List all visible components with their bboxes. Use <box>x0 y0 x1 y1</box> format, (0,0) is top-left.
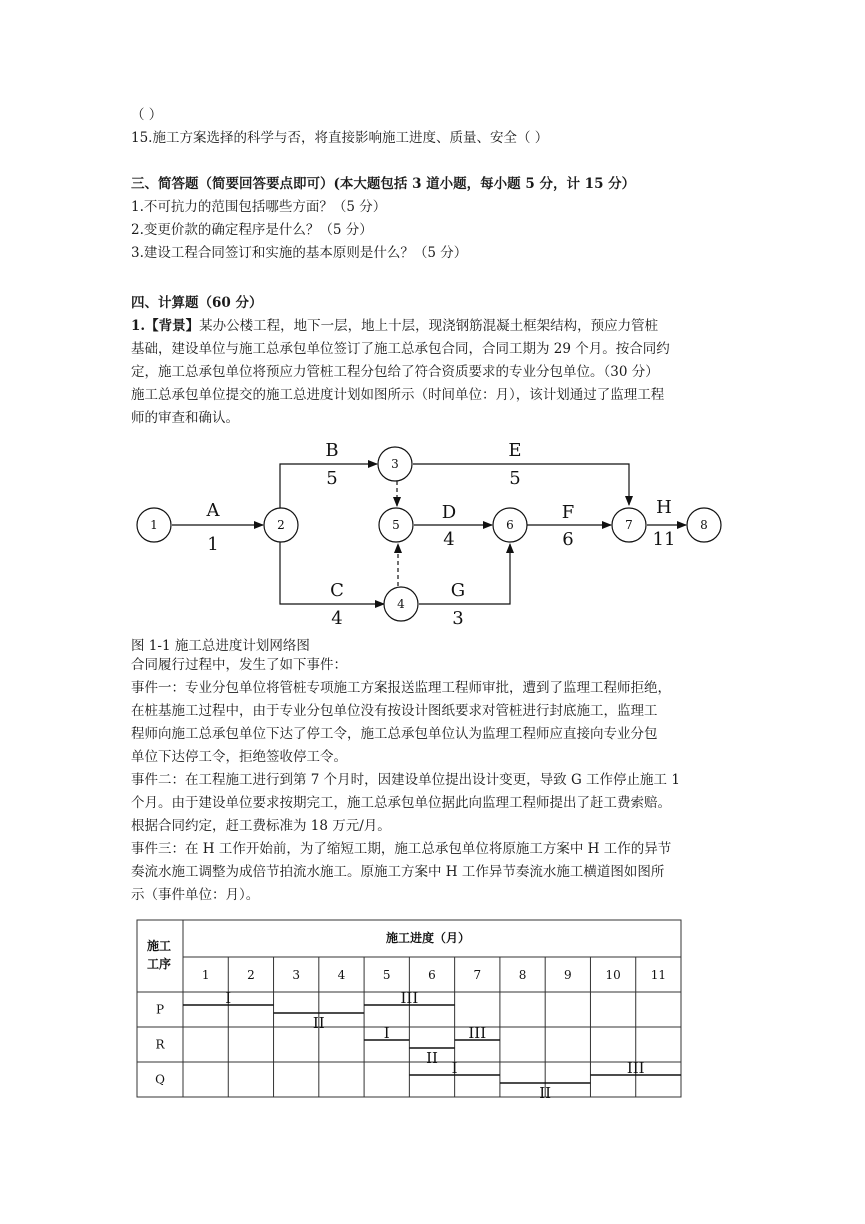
background-line-3: 定，施工总承包单位将预应力管桩工程分包给了符合资质要求的专业分包单位。（30 分） <box>131 364 659 380</box>
event-1-line-1: 事件一：专业分包单位将管桩专项施工方案报送监理工程师审批，遭到了监理工程师拒绝， <box>131 680 671 696</box>
short-answer-q2: 2.变更价款的确定程序是什么？（5 分） <box>131 222 373 238</box>
gantt-bar-label: I <box>451 1059 458 1077</box>
short-answer-q3: 3.建设工程合同签订和实施的基本原则是什么？（5 分） <box>131 245 468 261</box>
background-line-2: 基础，建设单位与施工总承包单位签订了施工总承包合同，合同工期为 29 个月。按合同约 <box>131 341 670 357</box>
gantt-corner-line2: 工序 <box>146 957 172 971</box>
gantt-month-label: 4 <box>337 968 346 982</box>
event-2-line-2: 个月。由于建设单位要求按期完工，施工总承包单位据此向监理工程师提出了赶工费索赔。 <box>131 795 671 811</box>
event-3-line-1: 事件三：在 H 工作开始前，为了缩短工期，施工总承包单位将原施工方案中 H 工作的异节 <box>131 841 672 857</box>
activity-b-name: B <box>325 440 339 461</box>
gantt-bar-label: I <box>383 1024 390 1042</box>
activity-b-duration: 5 <box>326 468 338 489</box>
node-label-2: 2 <box>277 518 285 532</box>
activity-d-name: D <box>441 502 457 523</box>
activity-a-name: A <box>206 500 220 521</box>
events-intro: 合同履行过程中，发生了如下事件： <box>131 657 347 673</box>
gantt-month-label: 2 <box>247 968 255 982</box>
gantt-process-label: P <box>155 1002 165 1017</box>
gantt-bar-label: III <box>626 1059 645 1077</box>
question-15: 15.施工方案选择的科学与否，将直接影响施工进度、质量、安全（ ） <box>131 130 549 146</box>
gantt-corner-line1: 施工 <box>146 939 172 953</box>
activity-f-name: F <box>561 502 575 523</box>
event-1-line-4: 单位下达停工令，拒绝签收停工令。 <box>131 749 347 765</box>
activity-c-name: C <box>330 580 344 601</box>
background-line-4: 施工总承包单位提交的施工总进度计划如图所示（时间单位：月），该计划通过了监理工程 <box>131 387 665 403</box>
node-label-7: 7 <box>625 518 633 532</box>
node-label-8: 8 <box>700 518 708 532</box>
event-3-line-2: 奏流水施工调整为成倍节拍流水施工。原施工方案中 H 工作异节奏流水施工横道图如图所 <box>131 864 665 880</box>
gantt-process-label: Q <box>155 1072 165 1087</box>
activity-c-duration: 4 <box>331 608 343 629</box>
gantt-bar-label: III <box>468 1024 487 1042</box>
arrow-e <box>413 464 629 505</box>
node-label-1: 1 <box>150 518 158 532</box>
event-3-line-3: 示（事件单位：月）。 <box>131 887 260 903</box>
gantt-bar-label: III <box>400 989 419 1007</box>
activity-e-duration: 5 <box>509 468 521 489</box>
gantt-bar-label: II <box>539 1084 552 1100</box>
section-3-heading: 三、简答题（简要回答要点即可）(本大题包括 3 道小题，每小题 5 分，计 15 分） <box>131 176 636 192</box>
event-1-line-3: 程师向施工总承包单位下达了停工令，施工总承包单位认为监理工程师应直接向专业分包 <box>131 726 658 742</box>
gantt-bar-label: I <box>225 989 232 1007</box>
gantt-month-label: 3 <box>292 968 301 982</box>
gantt-month-label: 9 <box>563 968 572 982</box>
background-text: 某办公楼工程，地下一层，地上十层，现浇钢筋混凝土框架结构，预应力管桩 <box>199 318 659 334</box>
node-label-5: 5 <box>392 518 400 532</box>
gantt-chart <box>0 910 865 1100</box>
activity-e-name: E <box>508 440 522 461</box>
blank-parentheses: （ ） <box>131 107 163 123</box>
gantt-month-label: 5 <box>382 968 391 982</box>
gantt-month-label: 11 <box>650 968 667 982</box>
network-diagram <box>0 435 865 635</box>
section-4-heading: 四、计算题（60 分） <box>131 295 263 311</box>
activity-g-name: G <box>450 580 466 601</box>
activity-h-name: H <box>656 497 672 518</box>
gantt-process-label: R <box>155 1037 165 1052</box>
gantt-month-label: 1 <box>201 968 210 982</box>
gantt-header: 施工进度（月） <box>385 931 471 945</box>
gantt-bar-label: II <box>312 1014 325 1032</box>
gantt-month-label: 7 <box>473 968 482 982</box>
node-label-4: 4 <box>397 597 405 611</box>
activity-h-duration: 11 <box>652 529 676 550</box>
background-line-5: 师的审查和确认。 <box>131 410 239 426</box>
event-2-line-3: 根据合同约定，赶工费标准为 18 万元/月。 <box>131 818 391 834</box>
node-label-3: 3 <box>391 457 399 471</box>
activity-f-duration: 6 <box>562 529 574 550</box>
node-label-6: 6 <box>506 518 514 532</box>
background-label: 1.【背景】 <box>131 318 200 334</box>
gantt-month-label: 10 <box>605 968 621 982</box>
gantt-month-label: 6 <box>428 968 436 982</box>
activity-g-duration: 3 <box>452 608 464 629</box>
event-1-line-2: 在桩基施工过程中，由于专业分包单位没有按设计图纸要求对管桩进行封底施工，监理工 <box>131 703 658 719</box>
figure-caption: 图 1-1 施工总进度计划网络图 <box>131 638 310 654</box>
activity-d-duration: 4 <box>443 529 455 550</box>
event-2-line-1: 事件二：在工程施工进行到第 7 个月时，因建设单位提出设计变更，导致 G 工作停止施工 1 <box>131 772 680 788</box>
activity-a-duration: 1 <box>207 534 219 555</box>
gantt-month-label: 8 <box>518 968 527 982</box>
short-answer-q1: 1.不可抗力的范围包括哪些方面？（5 分） <box>131 199 387 215</box>
gantt-bar-label: II <box>426 1049 438 1067</box>
background-line-1 <box>131 315 658 337</box>
